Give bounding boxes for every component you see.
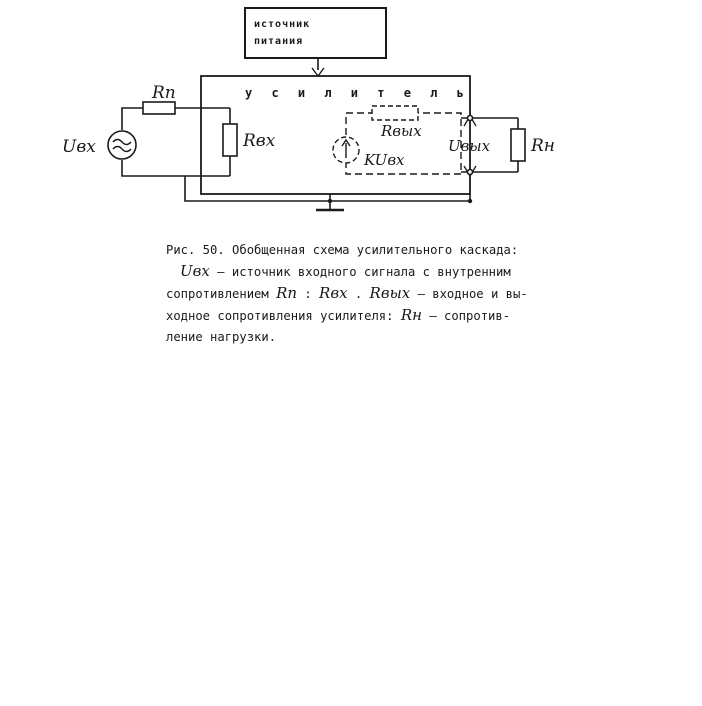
label-r-load: Rн <box>531 136 555 156</box>
caption-line-4-tail: – сопротив- <box>422 309 511 323</box>
common-ground <box>185 176 472 210</box>
caption-sym-u-in: Uвх <box>180 262 210 280</box>
output-equivalent-circuit <box>333 106 461 174</box>
caption-line-3-text: сопротивлением <box>166 287 277 301</box>
caption-line-4 <box>166 305 676 327</box>
power-arrow <box>312 58 324 76</box>
power-block-line-1: источник <box>254 19 311 30</box>
caption-line-4-text: ходное сопротивления усилителя: <box>166 309 401 323</box>
caption-sep-2: . <box>347 287 370 301</box>
label-r-source: Rп <box>152 83 176 103</box>
amplifier-label: у с и л и т е л ь <box>245 86 470 100</box>
signal-source-icon <box>108 131 136 159</box>
load-resistor <box>511 129 525 161</box>
label-u-out: Uвых <box>448 137 491 155</box>
caption-line-2 <box>166 261 676 283</box>
caption-sym-r-load: Rн <box>400 306 422 324</box>
amplifier-box <box>201 76 470 194</box>
caption-line-3 <box>166 283 676 305</box>
caption-sym-r-source: Rп <box>276 284 298 302</box>
source-resistor <box>143 102 175 114</box>
caption-sym-r-in: Rвх <box>319 284 348 302</box>
input-circuit <box>62 83 276 176</box>
figure-caption <box>166 240 676 348</box>
amplifier-circuit-diagram <box>0 0 702 235</box>
output-resistor <box>372 106 418 120</box>
caption-sep-1: : <box>297 287 320 301</box>
label-ku-in: KUвх <box>364 151 405 169</box>
label-r-out: Rвых <box>381 122 422 140</box>
caption-line-5: ление нагрузки. <box>166 330 277 344</box>
caption-line-3-tail: – входное и вы- <box>410 287 528 301</box>
caption-line-2-text: – источник входного сигнала с внутренним <box>209 265 511 279</box>
output-load-circuit <box>448 116 555 177</box>
label-r-in: Rвх <box>243 131 276 151</box>
power-block-line-2: питания <box>254 36 304 47</box>
input-resistor <box>223 124 237 156</box>
caption-title: Рис. 50. Обобщенная схема усилительного каскада: <box>166 243 519 257</box>
power-supply-block <box>245 8 386 58</box>
label-u-in: Uвх <box>62 137 96 157</box>
caption-sym-r-out: Rвых <box>369 284 411 302</box>
